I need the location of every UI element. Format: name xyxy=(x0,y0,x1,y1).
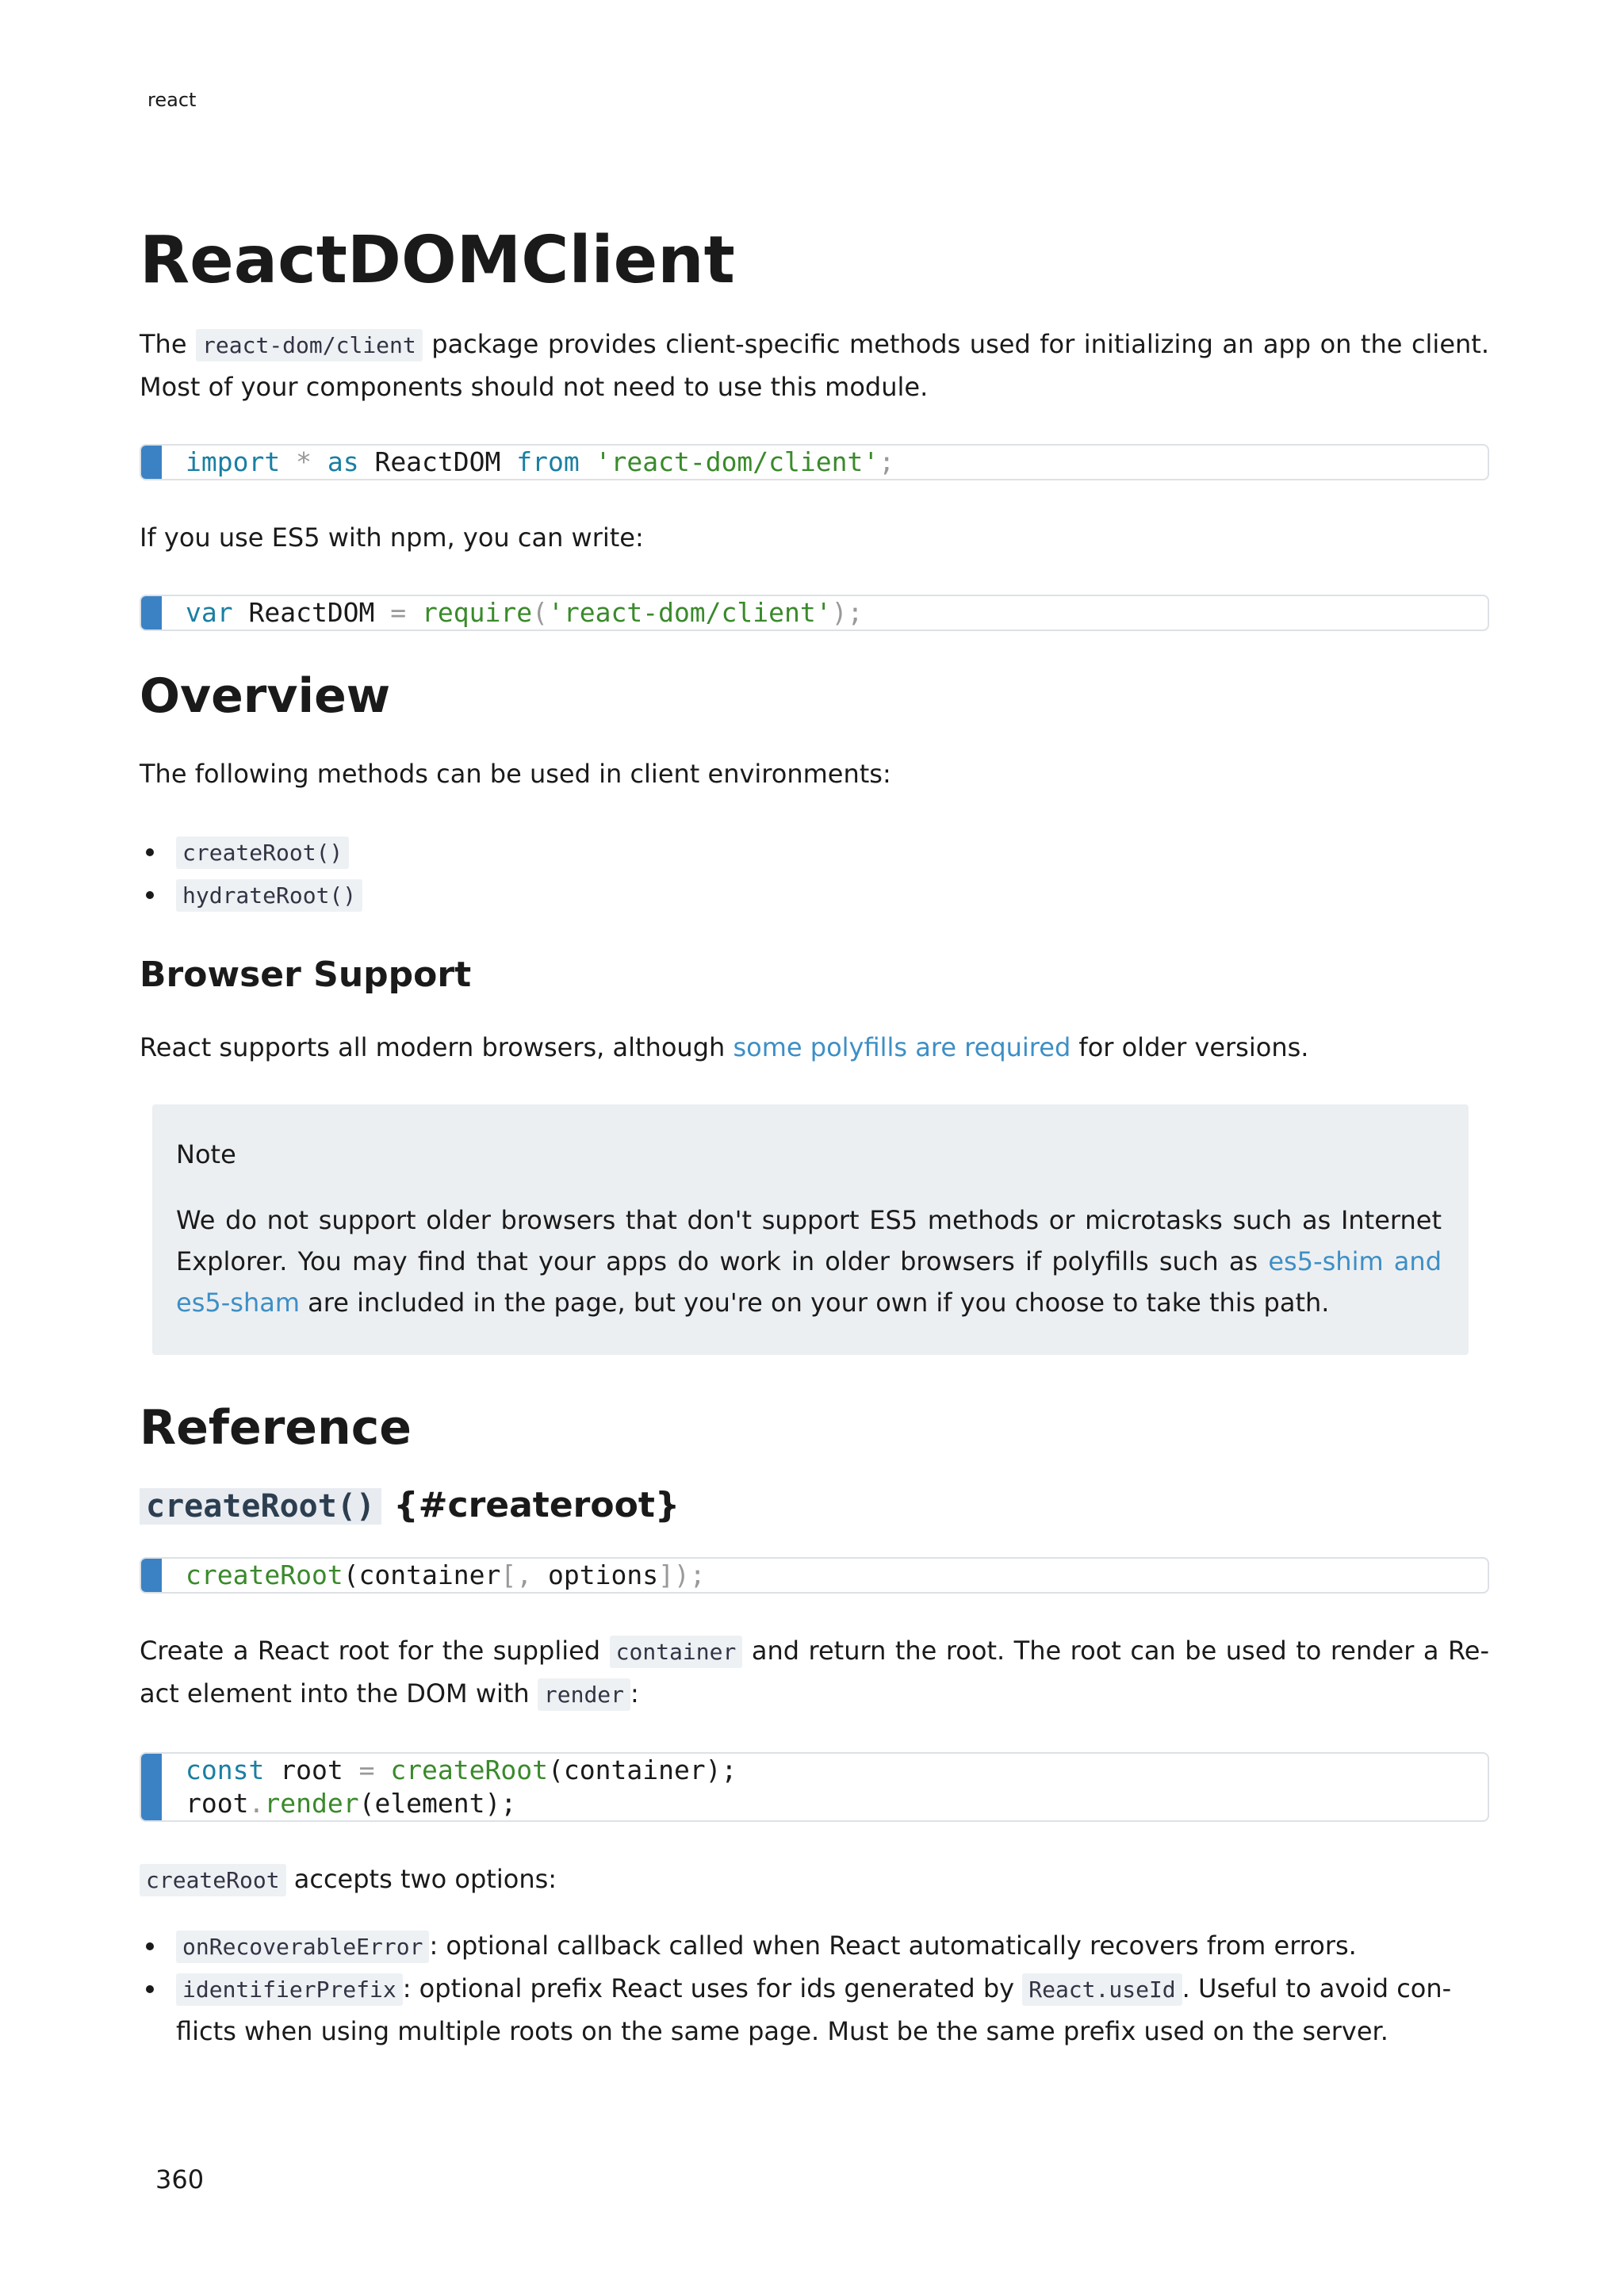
createroot-heading: createRoot() {#createroot} xyxy=(140,1485,1489,1527)
polyfills-link[interactable]: some polyfills are required xyxy=(733,1032,1071,1063)
overview-paragraph: The following methods can be used in client environments: xyxy=(140,759,891,790)
createroot-description: Create a React root for the supplied container and return the root. The root can be used to render a Re-act element into the DOM with render : xyxy=(140,1630,1489,1716)
list-item: createRoot() xyxy=(140,831,1489,874)
document-body xyxy=(140,222,1489,2090)
page-title: ReactDOMClient xyxy=(140,223,735,298)
intro-paragraph: The react-dom/client package provides client-specific methods used for initializing an app on the client. Most of your components should not need to use this module. xyxy=(140,329,1490,403)
list-item: identifierPrefix : optional prefix React uses for ids generated by React.useId . Useful to avoid con-flicts when using multiple roots on the same page. Must be the same prefix used on the server. xyxy=(140,1968,1489,2052)
browser-support-paragraph: React supports all modern browsers, although some polyfills are required for older versions. xyxy=(140,1032,1309,1063)
code-block-require: var ReactDOM = require('react-dom/client'); xyxy=(140,595,1489,631)
note-paragraph: We do not support older browsers that don't support ES5 methods or microtasks such as Internet Explorer. You may find that your apps do work in older browsers if polyfills such as es5-shim and es5-sham are included in the page, but you're on your own if you choose to take this path. xyxy=(176,1205,1442,1318)
reference-heading: Reference xyxy=(140,1400,412,1456)
es5-paragraph: If you use ES5 with npm, you can write: xyxy=(140,522,644,553)
createroot-code: createRoot() xyxy=(140,1488,381,1525)
running-header: react xyxy=(147,89,197,111)
list-item: onRecoverableError : optional callback called when React automatically recovers from errors. xyxy=(140,1925,1489,1968)
options-intro: createRoot accepts two options: xyxy=(140,1858,1489,1901)
browser-support-heading: Browser Support xyxy=(140,955,472,996)
options-list xyxy=(140,1925,1489,2052)
code-block-import: import * as ReactDOM from 'react-dom/client'; xyxy=(140,444,1489,480)
page-number: 360 xyxy=(155,2164,205,2195)
code-block-signature: createRoot(container[, options]); xyxy=(140,1557,1489,1594)
overview-heading: Overview xyxy=(140,668,391,725)
note-title: Note xyxy=(176,1139,236,1170)
methods-list xyxy=(140,831,1489,916)
code-block-example: const root = createRoot(container); root.render(element); xyxy=(140,1752,1489,1822)
list-item: hydrateRoot() xyxy=(140,874,1489,916)
es5-shim-link[interactable]: es5-shim and es5-sham xyxy=(176,1246,1442,1318)
note-box xyxy=(152,1104,1469,1355)
inline-code: react-dom/client xyxy=(196,329,423,362)
